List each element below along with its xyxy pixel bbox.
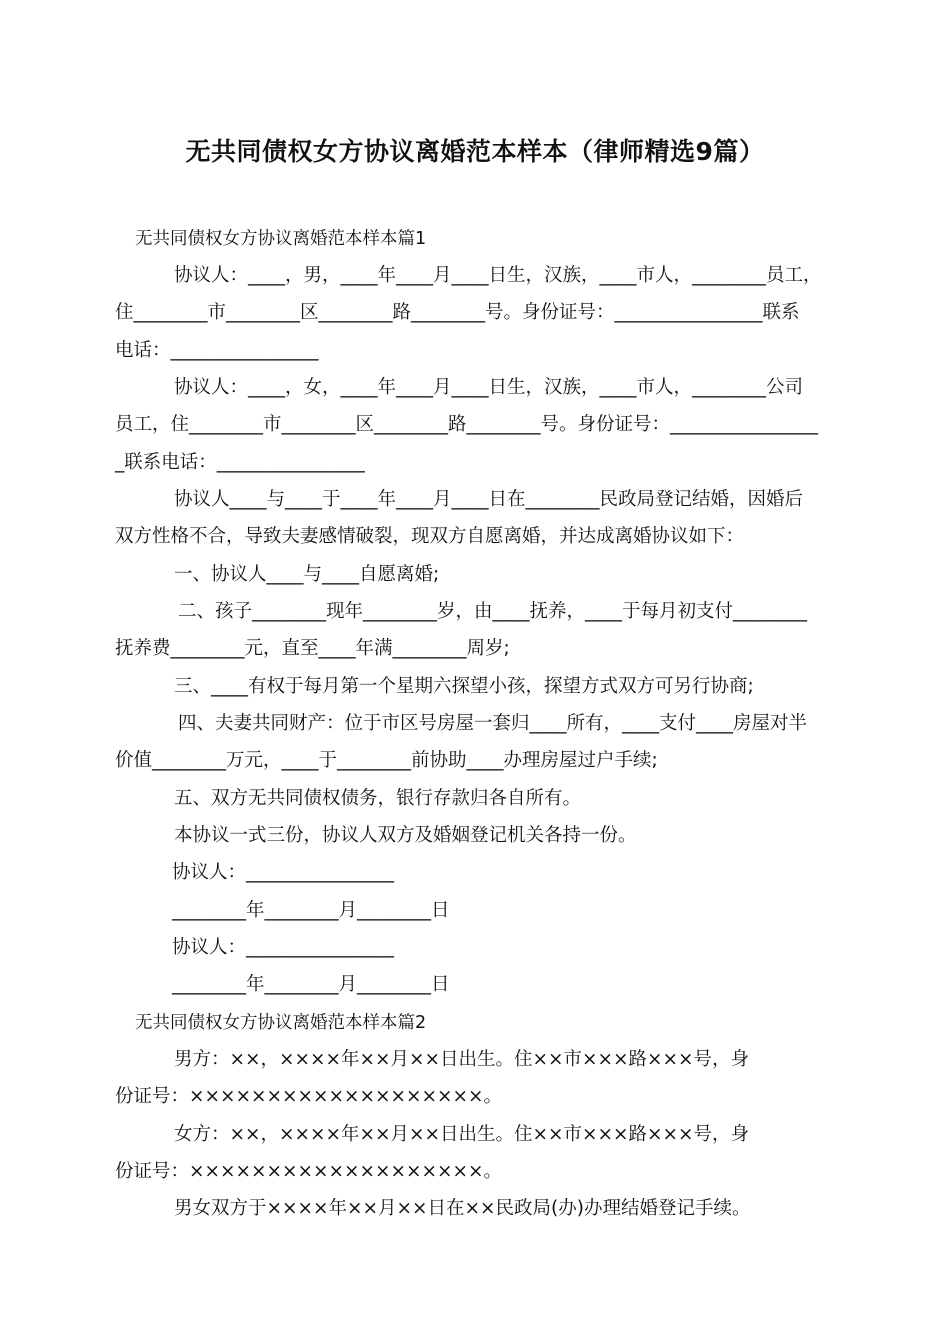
paragraph-line: 协议人：____，男，____年____月____日生，汉族，____市人，________员工， [174, 265, 822, 286]
paragraph-line: 协议人：____，女，____年____月____日生，汉族，____市人，________公司 [174, 377, 804, 398]
paragraph-line: 双方性格不合，导致夫妻感情破裂，现双方自愿离婚，并达成离婚协议如下： [115, 526, 745, 547]
paragraph-line: _联系电话：________________ [115, 452, 365, 473]
paragraph-line: 男女双方于××××年××月××日在××民政局(办)办理结婚登记手续。 [174, 1198, 751, 1219]
signature-line: 协议人：________________ [172, 862, 395, 883]
paragraph-line: 男方：××，××××年××月××日出生。住××市×××路×××号，身 [174, 1049, 750, 1070]
paragraph-line: 本协议一式三份，协议人双方及婚姻登记机关各持一份。 [174, 825, 637, 846]
paragraph-line: 住________市________区________路________号。身份证号：________________联系 [115, 302, 800, 323]
paragraph-line: 四、夫妻共同财产：位于市区号房屋一套归____所有，____支付____房屋对半 [178, 713, 808, 734]
paragraph-line: 一、协议人____与____自愿离婚; [174, 564, 440, 585]
paragraph-line: 二、孩子________现年________岁，由____抚养，____于每月初支付________ [178, 601, 808, 622]
section-heading-1: 无共同债权女方协议离婚范本样本篇1 [135, 229, 427, 249]
paragraph-line: 员工，住________市________区________路________号。身份证号：________________ [115, 414, 819, 435]
paragraph-line: 五、双方无共同债权债务，银行存款归各自所有。 [174, 788, 582, 809]
paragraph-line: 抚养费________元，直至____年满________周岁; [115, 638, 510, 659]
paragraph-line: 女方：××，××××年××月××日出生。住××市×××路×××号，身 [174, 1124, 750, 1145]
document-title: 无共同债权女方协议离婚范本样本（律师精选9篇） [185, 137, 765, 166]
paragraph-line: 份证号：×××××××××××××××××××。 [115, 1086, 503, 1107]
paragraph-line: 电话：________________ [115, 340, 319, 361]
signature-line: 协议人：________________ [172, 937, 395, 958]
paragraph-line: 协议人____与____于____年____月____日在________民政局登记结婚，因婚后 [174, 489, 804, 510]
paragraph-line: 份证号：×××××××××××××××××××。 [115, 1161, 503, 1182]
section-heading-2: 无共同债权女方协议离婚范本样本篇2 [135, 1013, 427, 1033]
date-line: ________年________月________日 [172, 974, 450, 995]
paragraph-line: 价值________万元，____于________前协助____办理房屋过户手续; [115, 750, 658, 771]
paragraph-line: 三、____有权于每月第一个星期六探望小孩，探望方式双方可另行协商; [174, 676, 754, 697]
date-line: ________年________月________日 [172, 900, 450, 921]
